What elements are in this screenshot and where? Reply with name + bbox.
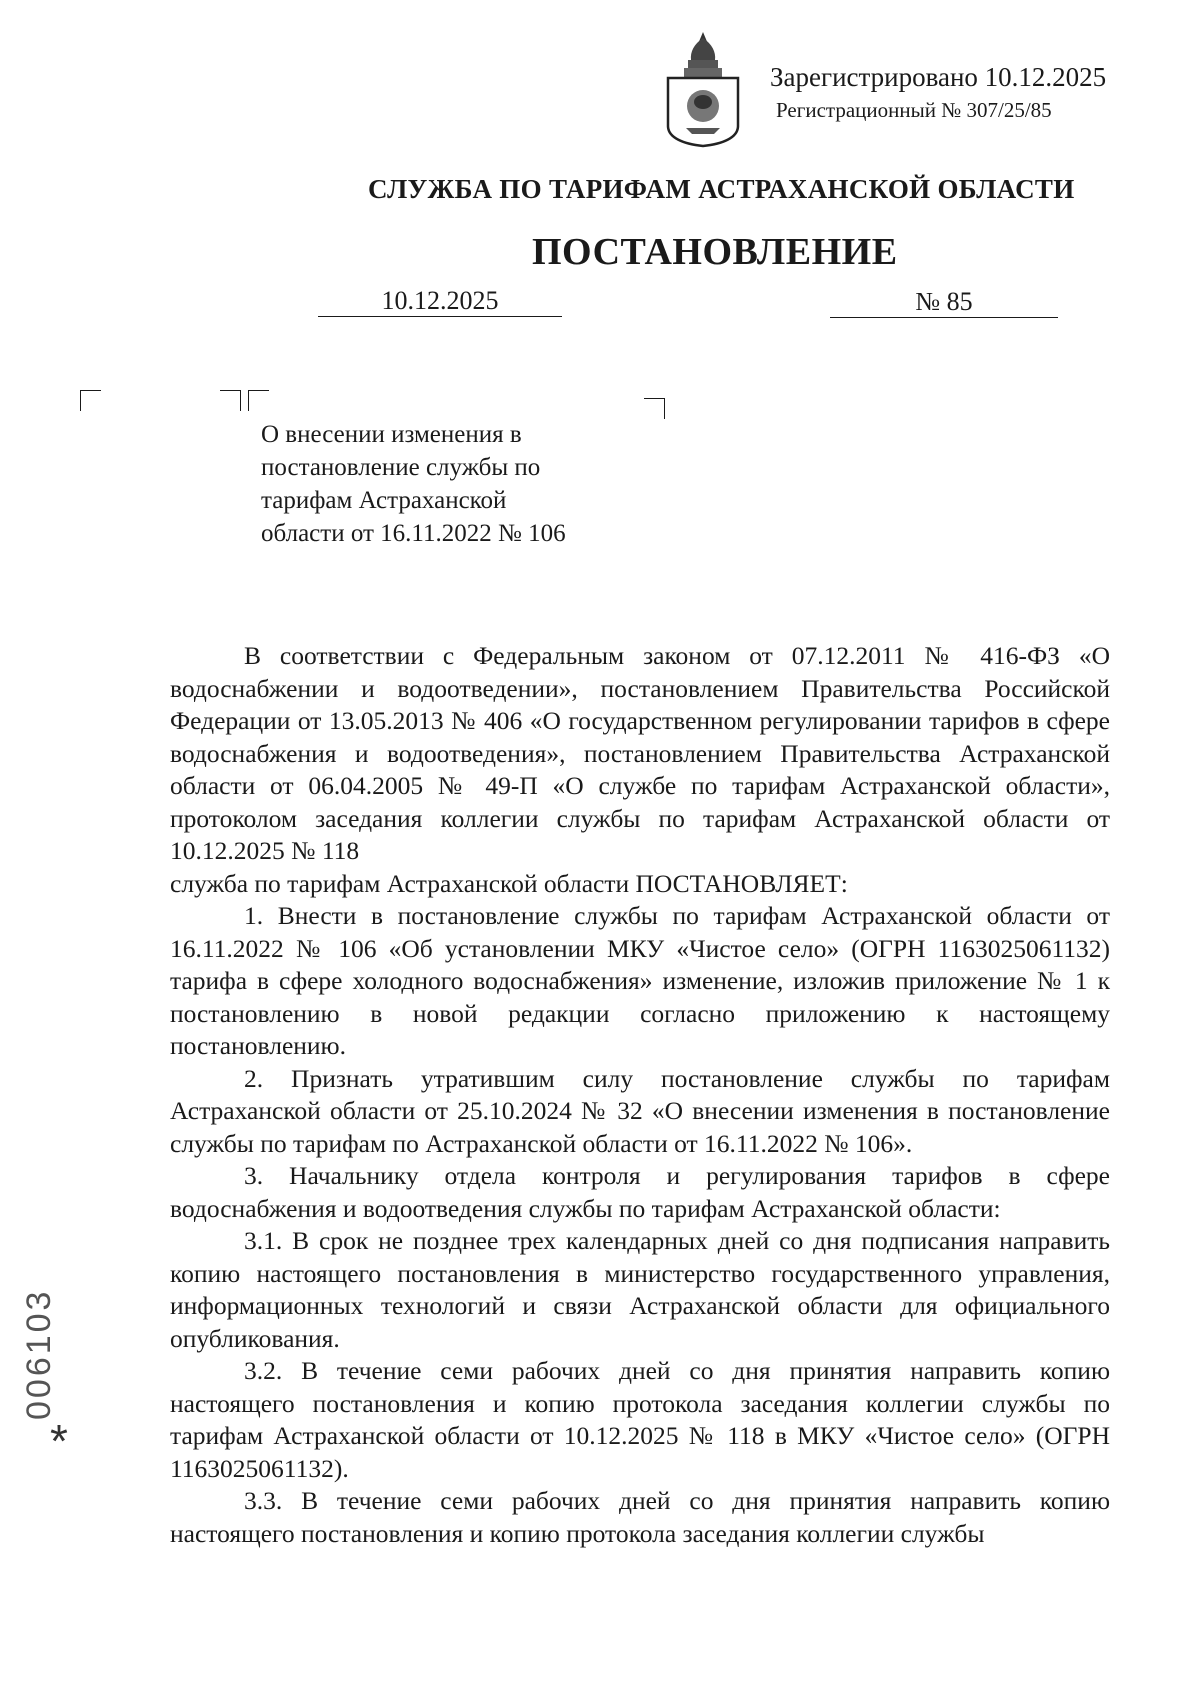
document-body bbox=[170, 640, 1110, 1550]
clause-2: 2. Признать утратившим силу постановление службы по тарифам Астраханской области от 25.10.2024 № 32 «О внесении изменения в постановление службы по тарифам по Астраханской области от 16.11.2022 № 106». bbox=[170, 1063, 1110, 1158]
corner-mark bbox=[644, 398, 665, 419]
resolution-line: служба по тарифам Астраханской области ПОСТАНОВЛЯЕТ: bbox=[170, 868, 848, 898]
clause-3-3: 3.3. В течение семи рабочих дней со дня принятия направить копию настоящего постановления и копию протокола заседания коллегии службы bbox=[170, 1486, 1110, 1548]
document-subject bbox=[261, 418, 621, 550]
document-number: № 85 bbox=[830, 287, 1058, 318]
clause-3: 3. Начальнику отдела контроля и регулирования тарифов в сфере водоснабжения и водоотведения службы по тарифам Астраханской области: bbox=[170, 1161, 1110, 1223]
clause-3-1: 3.1. В срок не позднее трех календарных дней со дня подписания направить копию настоящего постановления в министерство государственного управления, информационных технологий и связи Астраханской области для официального опубликования. bbox=[170, 1226, 1110, 1353]
clause-3-2: 3.2. В течение семи рабочих дней со дня принятия направить копию настоящего постановления и копию протокола заседания коллегии службы по тарифам Астраханской области от 10.12.2025 № 118 в МКУ «Чистое село» (ОГРН 1163025061132). bbox=[170, 1356, 1110, 1483]
document-type: ПОСТАНОВЛЕНИЕ bbox=[532, 231, 898, 273]
subject-line: тарифам Астраханской bbox=[261, 487, 507, 514]
registration-number: Регистрационный № 307/25/85 bbox=[776, 98, 1052, 122]
margin-asterisk: * bbox=[50, 1415, 68, 1467]
corner-mark bbox=[80, 390, 101, 411]
organization-name: СЛУЖБА ПО ТАРИФАМ АСТРАХАНСКОЙ ОБЛАСТИ bbox=[368, 174, 1075, 204]
subject-line: области от 16.11.2022 № 106 bbox=[261, 520, 566, 547]
corner-mark bbox=[220, 390, 241, 411]
registration-date: Зарегистрировано 10.12.2025 bbox=[770, 62, 1107, 92]
coat-of-arms-icon bbox=[664, 30, 742, 148]
preamble-paragraph: В соответствии с Федеральным законом от 07.12.2011 № 416-ФЗ «О водоснабжении и водоотведении», постановлением Правительства Российской Федерации от 13.05.2013 № 406 «О государственном регулировании тарифов в сфере водоснабжения и водоотведения», постановлением Правительства Астраханской области от 06.04.2005 № 49-П «О службе по тарифам Астраханской области», протоколом заседания коллегии службы по тарифам Астраханской области от 10.12.2025 № 118 bbox=[170, 641, 1110, 865]
document-date: 10.12.2025 bbox=[318, 286, 562, 317]
corner-mark bbox=[248, 390, 269, 411]
clause-1: 1. Внести в постановление службы по тарифам Астраханской области от 16.11.2022 № 106 «Об установлении МКУ «Чистое село» (ОГРН 1163025061132) тарифа в сфере холодного водоснабжения» изменение, изложив приложение № 1 к постановлению в новой редакции согласно приложению к настоящему постановлению. bbox=[170, 901, 1110, 1060]
margin-stamp-number: 006103 bbox=[20, 1288, 58, 1420]
subject-line: постановление службы по bbox=[261, 454, 541, 481]
subject-line: О внесении изменения в bbox=[261, 421, 522, 448]
